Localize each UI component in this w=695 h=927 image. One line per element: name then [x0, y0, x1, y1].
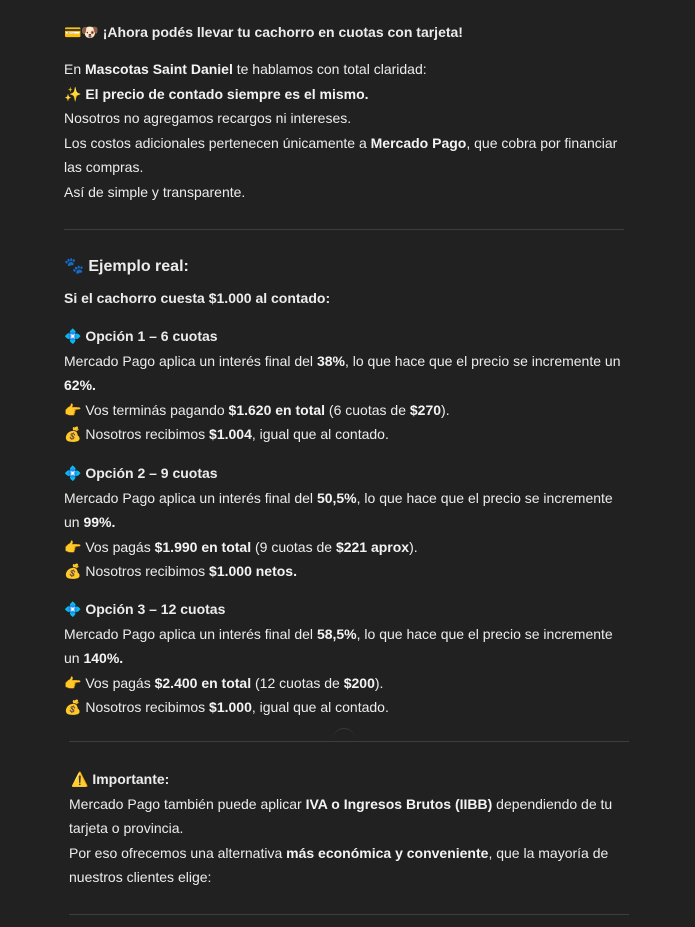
example-title: 🐾 Ejemplo real:: [64, 258, 189, 275]
sparkles-icon: ✨: [64, 85, 82, 102]
money-bag-icon: 💰: [64, 426, 82, 442]
important-line-2: tarjeta o provincia.: [69, 820, 184, 836]
important-line-1: Mercado Pago también puede aplicar IVA o Ingresos Brutos (IIBB) dependiendo de tu: [69, 795, 613, 812]
intro-title: 💳🐶 ¡Ahora podés llevar tu cachorro en cuotas con tarjeta!: [64, 24, 463, 40]
divider: [64, 229, 624, 230]
pointing-hand-icon: 👉: [64, 674, 82, 691]
option-increase-line: un 99%.: [64, 514, 116, 530]
important-section: [69, 767, 629, 890]
paw-icon: 🐾: [64, 258, 84, 275]
diamond-icon: 💠: [64, 328, 82, 344]
divider: [69, 741, 629, 742]
option-pay-line: 👉 Vos terminás pagando $1.620 en total (6 cuotas de $270).: [64, 401, 450, 418]
intro-line-3: Nosotros no agregamos recargos ni intereses.: [64, 110, 352, 126]
option-rate-line: Mercado Pago aplica un interés final del 50,5%, lo que hace que el precio se incremente: [64, 489, 613, 506]
option-3: [64, 597, 630, 720]
card-dog-emoji-icon: 💳🐶: [64, 24, 99, 40]
option-increase-line: un 140%.: [64, 650, 124, 666]
divider: [69, 914, 629, 915]
important-line-3: Por eso ofrecemos una alternativa más económica y conveniente, que la mayoría de: [69, 844, 609, 861]
intro-line-4b: las compras.: [64, 159, 144, 175]
pointing-hand-icon: 👉: [64, 401, 82, 418]
intro-line-5: Así de simple y transparente.: [64, 183, 246, 200]
scroll-down-indicator[interactable]: [333, 728, 355, 739]
important-line-4: nuestros clientes elige:: [69, 869, 212, 885]
option-pay-line: 👉 Vos pagás $1.990 en total (9 cuotas de $221 aprox).: [64, 538, 418, 555]
option-increase-line: 62%.: [64, 377, 96, 393]
example-section: [64, 254, 630, 311]
option-2: [64, 461, 630, 584]
diamond-icon: 💠: [64, 465, 82, 481]
warning-icon: ⚠️: [71, 771, 89, 787]
money-bag-icon: 💰: [64, 563, 82, 579]
option-receive-line: 💰 Nosotros recibimos $1.000 netos.: [64, 563, 297, 579]
option-pay-line: 👉 Vos pagás $2.400 en total (12 cuotas de $200).: [64, 674, 384, 691]
pointing-hand-icon: 👉: [64, 538, 82, 555]
option-title: 💠 Opción 1 – 6 cuotas: [64, 328, 218, 344]
example-subtitle: Si el cachorro cuesta $1.000 al contado:: [64, 290, 331, 306]
intro-line-1: En Mascotas Saint Daniel te hablamos con total claridad:: [64, 61, 427, 77]
option-1: [64, 324, 630, 447]
option-receive-line: 💰 Nosotros recibimos $1.004, igual que al contado.: [64, 426, 389, 442]
option-rate-line: Mercado Pago aplica un interés final del 38%, lo que hace que el precio se incremente un: [64, 352, 621, 369]
money-bag-icon: 💰: [64, 699, 82, 715]
diamond-icon: 💠: [64, 601, 82, 617]
important-title: ⚠️ Importante:: [71, 771, 170, 787]
option-receive-line: 💰 Nosotros recibimos $1.000, igual que al contado.: [64, 699, 389, 715]
intro-line-4: Los costos adicionales pertenecen únicamente a Mercado Pago, que cobra por financiar: [64, 134, 618, 151]
option-rate-line: Mercado Pago aplica un interés final del 58,5%, lo que hace que el precio se incremente: [64, 625, 613, 642]
option-title: 💠 Opción 3 – 12 cuotas: [64, 601, 226, 617]
intro-line-2: ✨ El precio de contado siempre es el mismo.: [64, 85, 369, 102]
intro-body: [64, 57, 630, 204]
option-title: 💠 Opción 2 – 9 cuotas: [64, 465, 218, 481]
